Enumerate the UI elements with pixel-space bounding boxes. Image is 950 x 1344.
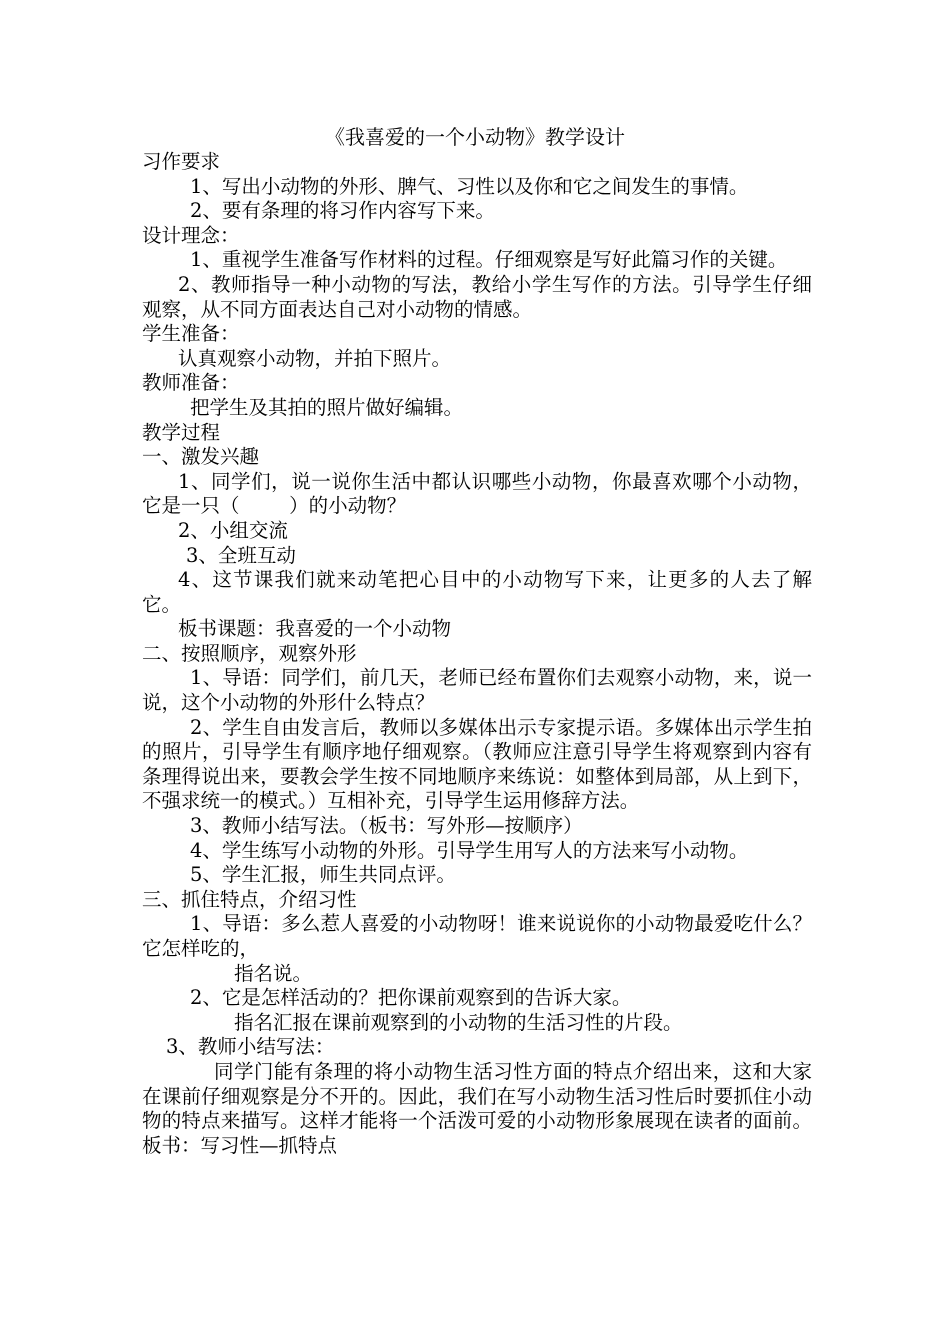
paragraph: 1、导语：同学们，前几天，老师已经布置你们去观察小动物，来，说一说，这个小动物的外形什么特点？ bbox=[142, 666, 812, 715]
document-title: 《我喜爱的一个小动物》教学设计 bbox=[325, 125, 625, 149]
paragraph: 2、教师指导一种小动物的写法，教给小学生写作的方法。引导学生仔细观察，从不同方面表达自己对小动物的情感。 bbox=[142, 272, 812, 321]
paragraph: 3、全班互动 bbox=[186, 543, 296, 567]
paragraph: 认真观察小动物，并拍下照片。 bbox=[178, 346, 452, 370]
paragraph: 1、重视学生准备写作材料的过程。仔细观察是写好此篇习作的关键。 bbox=[190, 248, 788, 272]
paragraph: 3、教师小结写法： bbox=[166, 1035, 335, 1059]
section-heading: 学生准备： bbox=[142, 322, 240, 346]
paragraph: 1、写出小动物的外形、脾气、习性以及你和它之间发生的事情。 bbox=[190, 174, 749, 198]
paragraph: 板书课题：我喜爱的一个小动物 bbox=[178, 617, 452, 641]
paragraph: 4、学生练写小动物的外形。引导学生用写人的方法来写小动物。 bbox=[190, 838, 749, 862]
paragraph: 3、教师小结写法。（板书：写外形—按顺序） bbox=[190, 814, 583, 838]
section-heading: 教学过程 bbox=[142, 420, 221, 444]
section-heading: 习作要求 bbox=[142, 150, 221, 173]
paragraph: 2、它是怎样活动的？把你课前观察到的告诉大家。 bbox=[190, 986, 632, 1010]
paragraph: 2、小组交流 bbox=[178, 518, 288, 542]
paragraph: 4、这节课我们就来动笔把心目中的小动物写下来，让更多的人去了解它。 bbox=[142, 568, 812, 616]
paragraph: 把学生及其拍的照片做好编辑。 bbox=[190, 395, 464, 419]
document-body bbox=[142, 150, 812, 1158]
paragraph: 1、同学们，说一说你生活中都认识哪些小动物，你最喜欢哪个小动物，它是一只（ ）的小动物？ bbox=[142, 469, 812, 518]
paragraph: 指名说。 bbox=[234, 961, 313, 985]
paragraph: 同学门能有条理的将小动物生活习性方面的特点介绍出来，这和大家在课前仔细观察是分不开的。因此，我们在写小动物生活习性后时要抓住小动物的特点来描写。这样才能将一个活泼可爱的小动物形象展现在读者的面前。板书：写习性—抓特点 bbox=[142, 1059, 812, 1157]
section-heading: 设计理念： bbox=[142, 223, 240, 247]
paragraph: 指名汇报在课前观察到的小动物的生活习性的片段。 bbox=[234, 1010, 683, 1034]
section-heading: 教师准备： bbox=[142, 371, 240, 395]
section-heading: 三、抓住特点，介绍习性 bbox=[142, 887, 357, 911]
paragraph: 2、要有条理的将习作内容写下来。 bbox=[190, 199, 495, 223]
section-heading: 二、按照顺序，观察外形 bbox=[142, 641, 357, 665]
paragraph: 1、导语：多么惹人喜爱的小动物呀！谁来说说你的小动物最爱吃什么？它怎样吃的， bbox=[142, 912, 812, 960]
paragraph: 2、学生自由发言后，教师以多媒体出示专家提示语。多媒体出示学生拍的照片，引导学生有顺序地仔细观察。（教师应注意引导学生将观察到内容有条理得说出来，要教会学生按不同地顺序来练说：如整体到局部，从上到下，不强求统一的模式。）互相补充，引导学生运用修辞方法。 bbox=[142, 715, 812, 813]
section-heading: 一、激发兴趣 bbox=[142, 445, 260, 469]
paragraph: 5、学生汇报，师生共同点评。 bbox=[190, 863, 456, 887]
